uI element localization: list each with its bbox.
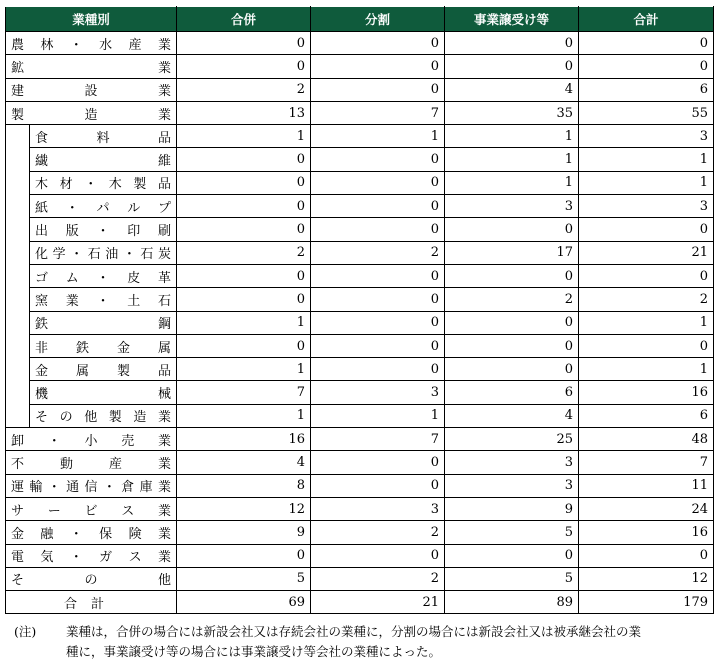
cell-sum: 0	[579, 544, 714, 567]
cell-merger: 0	[177, 55, 311, 78]
cell-merger: 12	[177, 497, 311, 520]
row-label-text: 鉱 業	[11, 60, 172, 76]
table-body	[6, 32, 714, 591]
row-label	[30, 288, 177, 311]
row-label	[30, 148, 177, 171]
cell-split: 0	[311, 451, 445, 474]
industry-table	[5, 6, 714, 614]
cell-sum: 48	[579, 428, 714, 451]
header-transfer: 事業譲受け等	[445, 7, 579, 32]
table-row	[6, 451, 714, 474]
cell-merger: 1	[177, 404, 311, 427]
cell-transfer: 1	[445, 171, 579, 194]
row-label-text: ゴ ム ・ 皮 革	[35, 270, 172, 286]
footnote	[14, 622, 712, 662]
total-merger: 69	[177, 591, 311, 614]
cell-split: 0	[311, 32, 445, 55]
cell-merger: 7	[177, 381, 311, 404]
cell-sum: 1	[579, 358, 714, 381]
row-label	[30, 241, 177, 264]
table-row	[6, 544, 714, 567]
table-row	[6, 264, 714, 287]
row-label-text: 機 械	[35, 387, 172, 403]
cell-transfer: 5	[445, 521, 579, 544]
cell-split: 0	[311, 544, 445, 567]
cell-transfer: 0	[445, 264, 579, 287]
cell-sum: 0	[579, 334, 714, 357]
table-row	[6, 404, 714, 427]
row-label-text: 繊 維	[35, 154, 172, 170]
footnote-tag: (注)	[14, 624, 37, 639]
row-label	[6, 521, 177, 544]
table-row	[6, 428, 714, 451]
cell-sum: 12	[579, 567, 714, 590]
row-label-text: 運 輸 ・ 通 信 ・ 倉 庫 業	[11, 480, 172, 496]
row-label-text: サ ー ビ ス 業	[11, 503, 172, 519]
row-label-text: 木 材 ・ 木 製 品	[35, 177, 171, 193]
row-label	[6, 451, 177, 474]
row-label	[6, 32, 177, 55]
cell-sum: 2	[579, 288, 714, 311]
row-label	[30, 311, 177, 334]
table-row	[6, 195, 714, 218]
cell-transfer: 25	[445, 428, 579, 451]
header-industry: 業種別	[6, 7, 177, 32]
cell-split: 1	[311, 404, 445, 427]
cell-split: 3	[311, 497, 445, 520]
table-row	[6, 311, 714, 334]
indent-cell	[6, 195, 30, 218]
row-label-text: 金 融 ・ 保 険 業	[11, 526, 171, 542]
cell-transfer: 17	[445, 241, 579, 264]
cell-merger: 5	[177, 567, 311, 590]
row-label	[6, 101, 177, 124]
cell-split: 0	[311, 148, 445, 171]
cell-merger: 0	[177, 544, 311, 567]
cell-sum: 11	[579, 474, 714, 497]
cell-transfer: 4	[445, 78, 579, 101]
footnote-line-1: 業種は，合併の場合には新設会社又は存続会社の業種に，分割の場合には新設会社又は被承継会社の業	[66, 624, 642, 639]
indent-cell	[6, 381, 30, 404]
total-row	[6, 591, 714, 614]
row-label-text: 紙 ・ パ ル プ	[35, 200, 172, 216]
row-label-text: 卸 ・ 小 売 業	[11, 433, 172, 449]
cell-merger: 0	[177, 288, 311, 311]
table-row	[6, 171, 714, 194]
cell-merger: 0	[177, 32, 311, 55]
table-row	[6, 334, 714, 357]
cell-merger: 13	[177, 101, 311, 124]
table-row	[6, 101, 714, 124]
table-row	[6, 218, 714, 241]
cell-transfer: 0	[445, 218, 579, 241]
total-label: 合計	[6, 591, 177, 614]
table-row	[6, 32, 714, 55]
total-sum: 179	[579, 591, 714, 614]
cell-sum: 1	[579, 311, 714, 334]
row-label	[30, 358, 177, 381]
table-row	[6, 241, 714, 264]
cell-transfer: 4	[445, 404, 579, 427]
cell-sum: 24	[579, 497, 714, 520]
cell-sum: 6	[579, 78, 714, 101]
row-label-text: 不 動 産 業	[11, 456, 172, 472]
cell-transfer: 3	[445, 451, 579, 474]
row-label	[6, 78, 177, 101]
table-row	[6, 521, 714, 544]
cell-split: 7	[311, 101, 445, 124]
cell-transfer: 3	[445, 195, 579, 218]
cell-merger: 8	[177, 474, 311, 497]
cell-merger: 0	[177, 264, 311, 287]
header-total: 合計	[579, 7, 714, 32]
cell-transfer: 3	[445, 474, 579, 497]
cell-sum: 1	[579, 148, 714, 171]
total-transfer: 89	[445, 591, 579, 614]
cell-split: 0	[311, 311, 445, 334]
cell-merger: 0	[177, 148, 311, 171]
cell-split: 2	[311, 521, 445, 544]
table-row	[6, 125, 714, 148]
row-label-text: 農 林 ・ 水 産 業	[11, 37, 171, 53]
table-row	[6, 55, 714, 78]
indent-cell	[6, 264, 30, 287]
row-label-text: 金 属 製 品	[35, 363, 172, 379]
cell-sum: 0	[579, 264, 714, 287]
cell-transfer: 5	[445, 567, 579, 590]
cell-transfer: 0	[445, 311, 579, 334]
cell-sum: 0	[579, 32, 714, 55]
cell-split: 0	[311, 334, 445, 357]
cell-transfer: 1	[445, 125, 579, 148]
cell-split: 0	[311, 288, 445, 311]
header-split: 分割	[311, 7, 445, 32]
cell-transfer: 35	[445, 101, 579, 124]
row-label	[30, 125, 177, 148]
cell-merger: 1	[177, 125, 311, 148]
cell-split: 0	[311, 171, 445, 194]
cell-sum: 7	[579, 451, 714, 474]
row-label	[30, 171, 177, 194]
cell-transfer: 0	[445, 55, 579, 78]
table-row	[6, 148, 714, 171]
indent-cell	[6, 358, 30, 381]
cell-merger: 1	[177, 311, 311, 334]
row-label-text: 窯 業 ・ 土 石	[35, 293, 172, 309]
cell-merger: 4	[177, 451, 311, 474]
row-label	[30, 264, 177, 287]
indent-cell	[6, 125, 30, 148]
table-row	[6, 497, 714, 520]
indent-cell	[6, 311, 30, 334]
cell-split: 0	[311, 78, 445, 101]
cell-split: 0	[311, 264, 445, 287]
cell-merger: 0	[177, 195, 311, 218]
indent-cell	[6, 404, 30, 427]
cell-sum: 0	[579, 218, 714, 241]
cell-sum: 0	[579, 55, 714, 78]
cell-sum: 1	[579, 171, 714, 194]
cell-sum: 55	[579, 101, 714, 124]
row-label	[6, 55, 177, 78]
row-label	[6, 544, 177, 567]
cell-split: 0	[311, 195, 445, 218]
total-split: 21	[311, 591, 445, 614]
cell-sum: 16	[579, 521, 714, 544]
cell-split: 0	[311, 218, 445, 241]
cell-split: 0	[311, 474, 445, 497]
row-label	[6, 567, 177, 590]
indent-cell	[6, 218, 30, 241]
row-label	[30, 404, 177, 427]
cell-merger: 0	[177, 218, 311, 241]
cell-sum: 6	[579, 404, 714, 427]
cell-split: 3	[311, 381, 445, 404]
table-row	[6, 474, 714, 497]
row-label	[6, 497, 177, 520]
cell-merger: 16	[177, 428, 311, 451]
table-row	[6, 358, 714, 381]
row-label-text: 建 設 業	[11, 84, 172, 100]
cell-merger: 0	[177, 334, 311, 357]
cell-split: 7	[311, 428, 445, 451]
row-label-text: 化 学 ・ 石 油 ・ 石 炭	[35, 247, 171, 263]
row-label-text: 電 気 ・ ガ ス 業	[11, 550, 171, 566]
row-label	[30, 195, 177, 218]
cell-sum: 3	[579, 125, 714, 148]
row-label-text: そ の 他 製 造 業	[35, 410, 171, 426]
table-row	[6, 288, 714, 311]
cell-split: 2	[311, 241, 445, 264]
row-label-text: 出 版 ・ 印 刷	[35, 224, 172, 240]
cell-transfer: 0	[445, 358, 579, 381]
cell-transfer: 1	[445, 148, 579, 171]
cell-merger: 9	[177, 521, 311, 544]
row-label	[6, 474, 177, 497]
row-label	[30, 381, 177, 404]
row-label	[30, 334, 177, 357]
cell-merger: 0	[177, 171, 311, 194]
row-label-text: 鉄 鋼	[35, 317, 172, 333]
cell-merger: 2	[177, 78, 311, 101]
table-row	[6, 78, 714, 101]
indent-cell	[6, 148, 30, 171]
cell-merger: 1	[177, 358, 311, 381]
cell-transfer: 0	[445, 334, 579, 357]
cell-split: 1	[311, 125, 445, 148]
cell-transfer: 2	[445, 288, 579, 311]
indent-cell	[6, 334, 30, 357]
indent-cell	[6, 241, 30, 264]
header-merger: 合併	[177, 7, 311, 32]
cell-split: 2	[311, 567, 445, 590]
row-label	[6, 428, 177, 451]
row-label-text: 食 料 品	[35, 130, 172, 146]
cell-split: 0	[311, 55, 445, 78]
row-label	[30, 218, 177, 241]
cell-transfer: 0	[445, 32, 579, 55]
cell-sum: 16	[579, 381, 714, 404]
header-row	[6, 7, 714, 32]
cell-sum: 21	[579, 241, 714, 264]
cell-transfer: 6	[445, 381, 579, 404]
indent-cell	[6, 171, 30, 194]
cell-sum: 3	[579, 195, 714, 218]
cell-transfer: 0	[445, 544, 579, 567]
footnote-line-2: 種に，事業譲受け等の場合には事業譲受け等会社の業種によった。	[66, 644, 442, 659]
table-row	[6, 381, 714, 404]
row-label-text: そ の 他	[11, 573, 172, 589]
indent-cell	[6, 288, 30, 311]
cell-merger: 2	[177, 241, 311, 264]
table-row	[6, 567, 714, 590]
row-label-text: 製 造 業	[11, 107, 172, 123]
row-label-text: 非 鉄 金 属	[35, 340, 172, 356]
cell-split: 0	[311, 358, 445, 381]
cell-transfer: 9	[445, 497, 579, 520]
